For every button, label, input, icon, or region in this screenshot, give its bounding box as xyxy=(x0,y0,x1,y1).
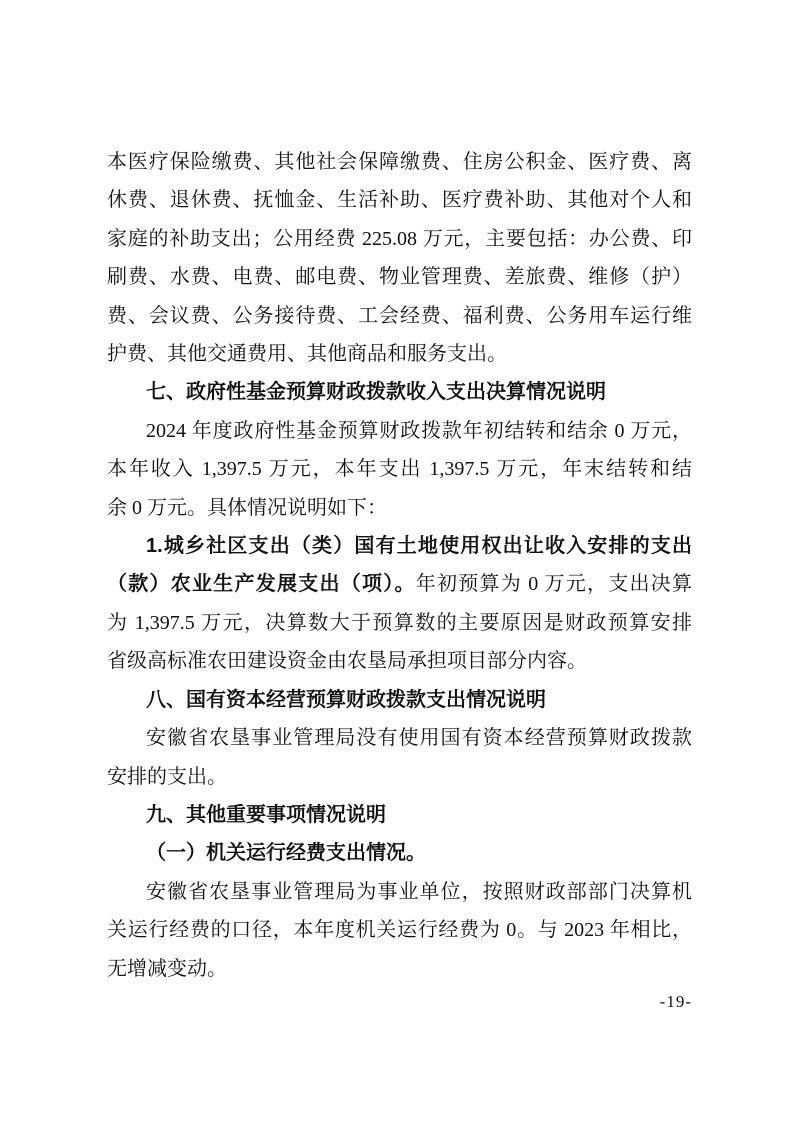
section-heading-eight: 八、国有资本经营预算财政拨款支出情况说明 xyxy=(146,688,546,711)
bold-segment: （款）农业生产发展支出（项）。 xyxy=(107,573,416,596)
body-line: 安徽省农垦事业管理局没有使用国有资本经营预算财政拨款 xyxy=(146,727,692,750)
section-heading-seven: 七、政府性基金预算财政拨款收入支出决算情况说明 xyxy=(146,381,606,404)
body-line: 省级高标准农田建设资金由农垦局承担项目部分内容。 xyxy=(107,650,587,673)
subsection-heading-one: （一）机关运行经费支出情况。 xyxy=(146,842,426,865)
body-line: 关运行经费的口径，本年度机关运行经费为 0。与 2023 年相比， xyxy=(107,919,692,942)
body-line: 余 0 万元。具体情况说明如下： xyxy=(107,496,387,519)
document-body xyxy=(107,143,692,988)
body-line: 护费、其他交通费用、其他商品和服务支出。 xyxy=(107,343,507,366)
body-line: 为 1,397.5 万元，决算数大于预算数的主要原因是财政预算安排 xyxy=(107,611,692,634)
body-line: 本医疗保险缴费、其他社会保障缴费、住房公积金、医疗费、离 xyxy=(107,151,692,173)
body-line: 2024 年度政府性基金预算财政拨款年初结转和结余 0 万元， xyxy=(146,419,692,442)
subitem-heading-line: 1.城乡社区支出（类）国有土地使用权出让收入安排的支出 xyxy=(146,535,692,558)
section-heading-nine: 九、其他重要事项情况说明 xyxy=(146,803,386,826)
body-segment: 年初预算为 0 万元，支出决算 xyxy=(415,573,692,596)
body-line: 安徽省农垦事业管理局为事业单位，按照财政部部门决算机 xyxy=(146,880,692,903)
body-line: 本年收入 1,397.5 万元，本年支出 1,397.5 万元，年末结转和结 xyxy=(107,458,692,481)
body-line: 安排的支出。 xyxy=(107,765,227,788)
body-line: 家庭的补助支出；公用经费 225.08 万元，主要包括：办公费、印 xyxy=(107,227,692,250)
body-line-mixed xyxy=(107,565,692,603)
body-line: 费、会议费、公务接待费、工会经费、福利费、公务用车运行维 xyxy=(107,304,692,327)
body-line: 休费、退休费、抚恤金、生活补助、医疗费补助、其他对个人和 xyxy=(107,189,692,212)
body-line: 刷费、水费、电费、邮电费、物业管理费、差旅费、维修（护） xyxy=(107,266,692,289)
page-number: -19- xyxy=(659,992,692,1011)
body-line: 无增减变动。 xyxy=(107,957,227,980)
